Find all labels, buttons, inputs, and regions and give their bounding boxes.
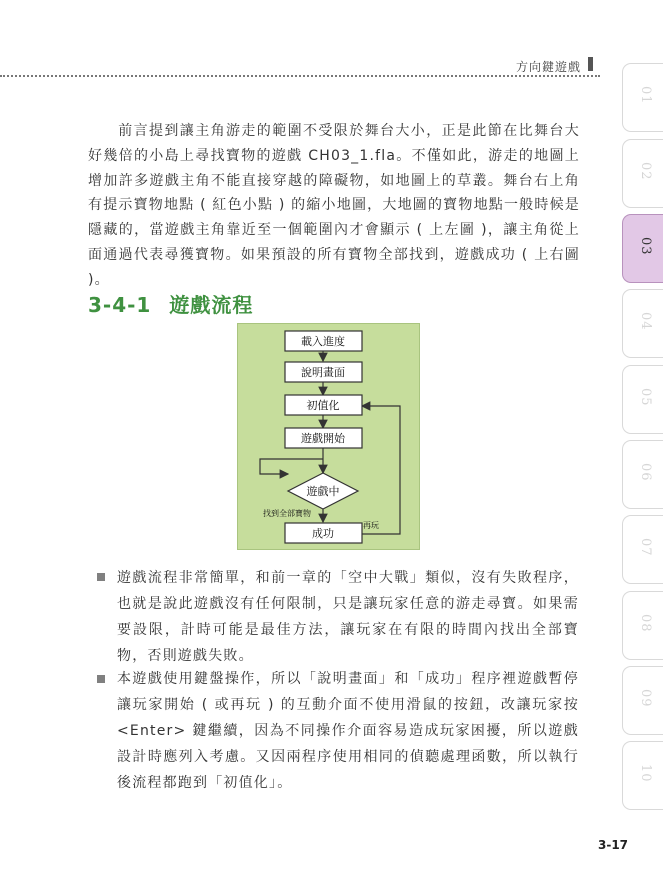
flow-node-label: 遊戲中 [306,485,340,498]
section-title: 遊戲流程 [169,293,254,317]
game-flowchart [237,323,420,550]
chapter-tab-label: 02 [638,162,653,181]
flowchart-canvas [238,324,419,549]
chapter-tab-04[interactable] [622,289,663,358]
flow-node-label: 成功 [312,527,334,540]
bullet-item: 本遊戲使用鍵盤操作，所以「說明畫面」和「成功」程序裡遊戲暫停讓玩家開始 ( 或再玩 ) 的互動介面不使用滑鼠的按鈕，改讓玩家按 <Enter> 鍵繼續，因為不同操作介面容易造成玩家困擾，所以遊戲設計時應列入考慮。又因兩程序使用相同的偵聽處理函數，所以執行後流程都跑到「初值化」。 [117,671,579,791]
replay-arrow [361,406,400,534]
header-marker [588,57,593,71]
chapter-tab-07[interactable] [622,515,663,584]
page-number: 3-17 [598,838,629,852]
chapter-tab-05[interactable] [622,365,663,434]
flow-node-label: 說明畫面 [301,366,345,379]
bullet-marker [97,573,105,581]
intro-paragraph-text: 前言提到讓主角游走的範圍不受限於舞台大小，正是此節在比舞台大好幾倍的小島上尋找寶物的遊戲 CH03_1.fla。不僅如此，游走的地圖上增加許多遊戲主角不能直接穿越的障礙物，如地圖上的草叢。舞台右上角有提示寶物地點 ( 紅色小點 ) 的縮小地圖，大地圖的寶物地點一般時候是隱藏的，當遊戲主角靠近至一個範圍內才會顯示 ( 上左圖 )，讓主角從上面通過代表尋獲寶物。如果預設的所有寶物全部找到，遊戲成功 ( 上右圖 )。 [88,123,580,288]
chapter-tab-01[interactable] [622,63,663,132]
flow-node-label: 載入進度 [301,335,345,348]
chapter-tab-10[interactable] [622,741,663,810]
chapter-tab-label: 07 [638,538,653,557]
chapter-tab-02[interactable] [622,139,663,208]
chapter-tab-label: 04 [638,312,653,331]
edge-label-replay: 再玩 [363,521,379,530]
flow-node-label: 遊戲開始 [301,432,345,445]
edge-label-found-all: 找到全部寶物 [263,509,311,518]
header-dotted-rule [0,75,600,77]
chapter-tab-label: 03 [638,237,653,256]
intro-paragraph [88,119,580,293]
chapter-tab-label: 06 [638,463,653,482]
chapter-tab-label: 10 [638,764,653,783]
chapter-tab-09[interactable] [622,666,663,735]
chapter-tab-label: 09 [638,689,653,708]
chapter-tab-label: 01 [638,86,653,105]
running-header-title: 方向鍵遊戲 [516,60,582,74]
section-number: 3-4-1 [88,293,152,317]
loop-arrow [260,459,323,474]
chapter-tab-label: 05 [638,388,653,407]
chapter-tab-08[interactable] [622,591,663,660]
section-heading [88,289,253,318]
flow-node-label: 初值化 [306,399,340,412]
chapter-tab-06[interactable] [622,440,663,509]
chapter-tab-label: 08 [638,614,653,633]
bullet-item: 遊戲流程非常簡單，和前一章的「空中大戰」類似，沒有失敗程序，也就是說此遊戲沒有任何限制，只是讓玩家任意的游走尋寶。如果需要設限，計時可能是最佳方法，讓玩家在有限的時間內找出全部寶物，否則遊戲失敗。 [117,570,579,664]
bullet-marker [97,675,105,683]
chapter-tab-03[interactable] [622,214,663,283]
